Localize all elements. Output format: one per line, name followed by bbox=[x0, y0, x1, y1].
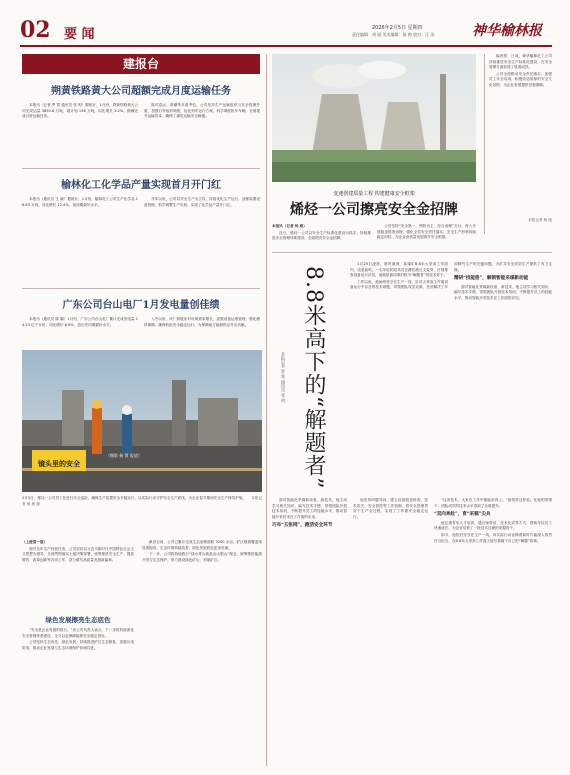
feature-kicker: 本报记者 罗 霄 通讯员 张 明 bbox=[281, 352, 286, 403]
masthead bbox=[20, 18, 552, 44]
photo-section bbox=[22, 350, 262, 530]
paper-name: 神华榆林报 bbox=[472, 23, 542, 39]
bottom-left-body-top bbox=[22, 540, 134, 612]
feature-para: 如今，他依旧坚守在生产一线，用实际行动诠释着新时代能源人的责任与担当，在8.8米大采高工作面上续写着属于自己的“解题”故事。 bbox=[434, 532, 552, 543]
masthead-editors: 责任编辑：胡 丽 美术编辑：杨 梅 校对：汪 洛 bbox=[352, 32, 435, 37]
feature-subhead: “双向奔赴”，育“采掘”尖兵 bbox=[434, 512, 491, 518]
bottom-left-para: 面对全年生产经营任务，公司坚持以习近平新时代中国特色社会主义思想为指导，全面贯彻落实上级决策部署，统筹推进安全生产、提质增效、改革创新等各项工作，奋力谱写高质量发展新篇章。 bbox=[22, 546, 134, 562]
story-3-para: 本报讯（通讯员 陈 鹏）1月份，广东公司台山电厂累计完成发电量 14.53 亿千瓦时，同比增长 8.9%，创历史同期最好水平。 bbox=[22, 317, 138, 327]
feature-body-upper bbox=[350, 262, 552, 490]
section-rule bbox=[272, 252, 552, 253]
right-column-body bbox=[489, 54, 552, 214]
center-story-para: 公司坚持“安全第一、预防为主、综合治理”方针，深入开展隐患排查治理，强化全员安全责任落实，安全生产形势持续稳定向好，为企业高质量发展筑牢安全根基。 bbox=[377, 224, 476, 240]
feature-vertical-title: 8.8米高下的“解题者” bbox=[301, 266, 326, 490]
story-separator bbox=[22, 288, 260, 289]
feature-body-lower bbox=[272, 498, 428, 766]
bottom-left-body bbox=[22, 628, 134, 766]
feature-body-right bbox=[434, 498, 552, 766]
masthead-date: 2026年2月5日 星期四 bbox=[372, 25, 423, 31]
banner-title: 建报台 bbox=[122, 57, 159, 71]
feature-para: 他注重青年人才培养，通过师带徒、技术比武等方式，帮助年轻员工快速成长，为企业培养了一批技术过硬的采掘骨干。 bbox=[434, 520, 552, 531]
story-3-headline: 广东公司台山电厂1月发电量创佳绩 bbox=[62, 300, 220, 311]
story-2-para: 今年以来，公司以安全生产为主线，持续优化生产运行，加强装置设备管理，科学调整生产负荷，实现了化学品产量开门红。 bbox=[144, 197, 260, 207]
feature-subhead: 精研“技能册”，解锁智能采煤新动能 bbox=[454, 276, 529, 282]
feature-para: 他坚持问题导向，建立设备隐患排查、技术攻关、安全管控等工作机制，将安全管理贯穿于生产全过程，实现了工作面安全稳定运行。 bbox=[353, 498, 428, 519]
masthead-rule bbox=[20, 45, 552, 47]
right-column-para: 编者按：日前，神华榆林化工公司持续推进安全生产标准化建设，在安全管理方面取得了显著成效。 bbox=[489, 54, 552, 70]
photo-tag-text: 镜头里的安全 bbox=[38, 459, 80, 468]
center-story-title: 烯烃一公司擦亮安全金招牌 bbox=[290, 202, 458, 218]
story-2 bbox=[22, 176, 260, 297]
feature-para: 工作以来，他始终坚守在生产一线，针对大采高工作面设备运行中存在的技术难题，带领团队攻坚克难，先后解决了多项制约生产的关键问题，为矿井安全高效生产提供了有力支撑。 bbox=[350, 262, 552, 290]
section-title: 要 闻 bbox=[64, 27, 95, 42]
center-story-para: 近日，烯烃一公司以安全生产标准化建设为抓手，持续推进安全管理体系建设，全面擦亮安全金招牌。 bbox=[272, 230, 371, 241]
bottom-middle bbox=[142, 540, 262, 765]
center-story-byline: 本报讯（记者 杨 威） bbox=[272, 224, 307, 228]
right-column-para: 公司全面推动安全责任落实，加强员工安全培训，积极营造浓厚的安全文化氛围，为企业发展提供坚强保障。 bbox=[489, 71, 552, 87]
photo-tag-sub: （摄影 杨 霄 报道） bbox=[106, 453, 142, 458]
photo-credit: 本报记者 杨 威 摄 bbox=[22, 496, 262, 506]
story-1-body bbox=[22, 103, 260, 175]
feature-subhead: 巧布“五张网”，跑活安全环节 bbox=[272, 523, 333, 529]
story-1-headline: 朔黄铁路黄大公司超额完成月度运输任务 bbox=[51, 86, 231, 97]
story-1-para: 面对春运、寒潮等多重考验，公司坚持生产运输组织与安全管理并重，加强行车组织调度，优化列车运行方案，科学调度机车车辆，全面提升运输效率，确保了煤炭运输安全畅通。 bbox=[144, 103, 260, 119]
center-story bbox=[272, 54, 476, 258]
banner bbox=[22, 54, 260, 74]
photo-caption-text: 2月5日，烯烃一公司员工在进行安全巡检，确保生产装置安全平稳运行，以实际行动守护安全生产底线，为企业春节期间安全生产保驾护航。 bbox=[22, 496, 247, 500]
bottom-left-headline: 绿色发展擦亮生态底色 bbox=[45, 616, 111, 624]
bottom-left-kicker: （上接第一版） bbox=[22, 540, 48, 544]
right-column bbox=[484, 54, 552, 234]
bottom-left bbox=[22, 540, 134, 765]
column-rule bbox=[266, 54, 267, 766]
feature-para: 面对智能化采煤新设备、新技术，他主动学习相关知识，编写技术手册，带领团队开展技术培训，不断提升员工的技能水平，推动智能开采技术在工作面的应用。 bbox=[272, 498, 347, 519]
story-2-body bbox=[22, 197, 260, 297]
page-number: 02 bbox=[20, 17, 51, 43]
story-2-headline: 榆林化工化学品产量实现首月开门红 bbox=[61, 180, 221, 191]
feature-para: “这项技术，大家在工作中都能用得上。”他常常这样说。在他的带领下，团队成员的技术水平得到了全面提升。 bbox=[434, 498, 552, 508]
story-1-para: 本报讯（记者 罗 霄 通讯员 张 明）据统计，1月份，朔黄铁路黄大公司完成运量 3850.6 万吨，超计划 156 万吨，同比增长 3.2%，圆满完成月度运输任务。 bbox=[22, 103, 138, 119]
right-column-attribution: 本报记者 杨 威 bbox=[528, 218, 552, 222]
center-story-subheadline: 变速创建质量工程 构建健康安全框架 bbox=[333, 191, 415, 197]
bottom-left-para: “安全是企业发展的基石。”该公司负责人表示，下一步将持续深化安全管理体系建设，全力以赴保障能源安全稳定供应。 bbox=[22, 628, 134, 638]
photo-tag bbox=[32, 450, 86, 471]
power-plant-photo bbox=[272, 54, 476, 182]
bottom-middle-para: 下一步，公司将持续践行“绿水青山就是金山银山”理念，统筹推进能源开发与生态保护，努力建设绿色矿山、美丽矿区。 bbox=[142, 552, 262, 562]
story-2-para: 本报讯（通讯员 王 晓）据统计，1月份，榆林化工公司生产化学品 16.83 万吨，同比增长 12.4%，创同期最好水平。 bbox=[22, 197, 138, 207]
bottom-left-para: 公司坚持生态优先、绿色发展，持续推进矿区生态修复，加强污染防治，推动企业发展与生态环境保护协调共进。 bbox=[22, 640, 134, 650]
story-1 bbox=[22, 82, 260, 175]
story-separator bbox=[22, 168, 260, 169]
story-3-para: 入冬以来，该厂积极应对负荷需求增长，加强设备运维管理，强化燃料保障，确保机组安全稳定运行，为保障地方能源供应作出贡献。 bbox=[144, 317, 260, 327]
photo-caption bbox=[22, 496, 262, 530]
feature-title-block bbox=[276, 262, 346, 492]
bottom-middle-para: 截至目前，公司已累计完成生态治理面积 3200 余亩，矿区植被覆盖率显著提高，生态环境持续改善，绿色发展底色更加亮丽。 bbox=[142, 540, 262, 550]
feature-para: 1月25日凌晨，寒风凛冽，某煤矿8.8米大采高工作面内，设备轰鸣。一名年轻的技术员正蹲在液压支架旁，仔细排查设备运行状况，他就是被同事们称为“解题者”的技术骨干。 bbox=[350, 262, 448, 278]
feature-para: 面对智能化采煤新设备、新技术，他主动学习相关知识，编写技术手册，带领团队开展技术培训，不断提升员工的技能水平，推动智能开采技术在工作面的应用。 bbox=[454, 284, 552, 300]
